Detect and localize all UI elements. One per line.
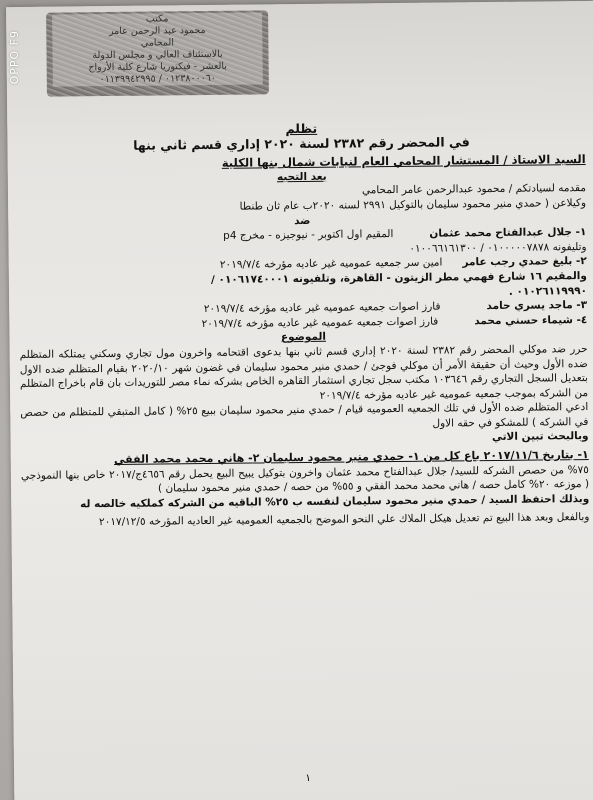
doc-greeting: بعد التحيه: [276, 170, 327, 184]
party-1-address: المقيم اول اكتوبر - نيوجيزه - مخرج p4: [223, 228, 394, 242]
office-stamp: [46, 10, 269, 96]
doc-subject: الموضوع: [280, 331, 327, 344]
doc-fact-1-a: ١- بتاريخ ٢٠١٧/١١/٦ باع كل من ١- حمدي منير محمود سليمان ٢- هاني محمد محمد الفقي: [113, 448, 589, 467]
doc-body-1: حرر ضد موكلي المحضر رقم ٢٣٨٢ لسنة ٢٠٢٠ إداري قسم ثاني بنها بدعوى اقتحامه واخرون مول تجاري وسكني يمتلكه المتظلم ضده الأول وحيث أن حقيقة الأمر أن موكلي فوجئ / حمدي منير محمود سليمان في غضون شهر ٢٠٢٠/١٠ بقيام المتظلم ضده الاول بتعديل السجل التجاري رقم ١٠٣٦٤٦ مكتب سجل تجاري استثمار القاهره الخاص بشركه نماء مصر للتوريدات بان قام باخراج المتظلم من الشركه بموجب جمعيه عموميه غير عاديه مؤرخه ٢٠١٩/٧/٤: [19, 342, 589, 402]
doc-subheading: في المحضر رقم ٢٣٨٢ لسنة ٢٠٢٠ إداري قسم ثاني بنها: [133, 133, 470, 153]
stamp-line: مكتب: [52, 12, 262, 26]
party-4-name: ٤- شيماء حسني محمد: [474, 313, 588, 327]
stamp-line: المحامي: [52, 36, 262, 50]
page-number: ١: [305, 772, 311, 784]
stamp-line: بالعشر - فيكتوريا شارع كلية الأرواح: [53, 60, 263, 74]
stamp-line: محمود عبد الرحمن عامر: [52, 24, 262, 38]
party-2-role: امين سر جمعيه عموميه غير عاديه مؤرخه ٢٠١٩/٧/٤: [219, 256, 443, 272]
paper-sheet: [6, 1, 593, 800]
party-2-name: ٢- بليغ حمدي رجب عامر: [462, 255, 587, 269]
party-3-role: فارز اصوات جمعيه عموميه غير عاديه مؤرخه ٢٠١٩/٧/٤: [203, 300, 441, 316]
doc-research: وبالبحث تبين الاتي: [491, 430, 589, 444]
camera-watermark: OPPO F9: [8, 30, 21, 85]
doc-fact-1-b: ٧٥% من حصص الشركه للسيد/ جلال عبدالفتاح محمد عثمان واخرون بتوكيل يبيح البيع يحمل رقم ٤٦٥٦ج/٢٠١٧ خاص بنها النموذجي ( موزعه ٢٠% كامل حصه / هاني محمد محمد الفقي و ٥٥% من حصه / حمدي منير محمود سليمان ): [20, 463, 590, 495]
party-2-phone: ٠١٠٢٦١١٩٩٩٠ .: [508, 284, 588, 298]
doc-body-2: ادعي المتظلم ضده الأول في تلك الجمعيه العموميه قيام / حمدي منير محمود سليمان ببيع ٢٥% ( كامل المتبقي للمتظلم من حصص في الشركه ) للمشكو في حقه الاول: [20, 401, 589, 430]
doc-intro-1: مقدمه لسيادتكم / محمود عبدالرحمن عامر المحامي: [361, 182, 587, 197]
party-3-name: ٣- ماجد يسري حامد: [486, 299, 588, 313]
party-1-name: ١- جلال عبدالفتاح محمد عثمان: [429, 226, 587, 240]
doc-against: ضد: [294, 214, 311, 227]
party-1-phone: وتليفونه ٠١٠٠٠٠٠٧٨٧٨ / ٠١٠٠٦٦١٦١٣٠٠: [409, 240, 587, 255]
doc-fact-2: وبالفعل وبعد هذا البيع تم تعديل هيكل الملاك علي النحو الموضح بالجمعيه العموميه غير العاديه المؤرخه ٢٠١٧/١٢/٥: [98, 511, 590, 529]
doc-heading: تظلم: [285, 120, 318, 137]
doc-intro-2: وكيلاعن ( حمدي منير محمود سليمان بالتوكيل ٢٩٩١ لسنه ٢٠٢٠ب عام ثان طنطا: [239, 196, 587, 213]
doc-fact-1-c: وبذلك احتفظ السيد / حمدي منير محمود سليمان لنفسه ب ٢٥% الباقيه من الشركه كملكيه خالصه له: [80, 492, 590, 511]
party-2-address: والمقيم ١٦ شارع فهمي مطر الزيتون - القاهرة، وتلفيونه ٠١٠٦١٧٤٠٠٠١ /: [210, 269, 587, 286]
party-4-role: فارز اصوات جمعيه عموميه غير عاديه مؤرخه ٢٠١٩/٧/٤: [201, 315, 439, 330]
stamp-line: ٠١٢٣٨٠٠٠٦٠ / ٠١١٣٩٩٤٢٩٩٥: [53, 72, 263, 86]
document-body: [17, 119, 589, 531]
stamp-line: بالاستئناف العالي و مجلس الدولة: [52, 48, 262, 62]
doc-addressee: السيد الاستاذ / المستشار المحامي العام لنيابات شمال بنها الكلية: [221, 152, 586, 171]
